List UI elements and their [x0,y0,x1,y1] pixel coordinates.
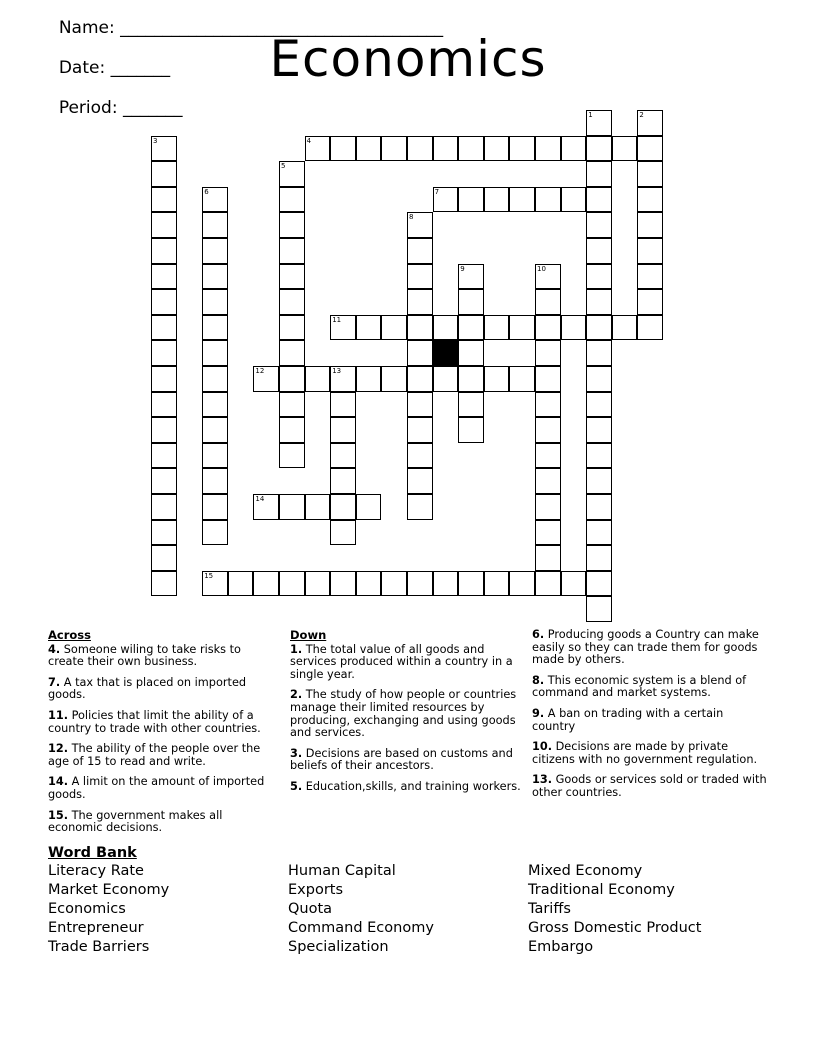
word-bank-item: Quota [288,901,333,917]
grid-cell[interactable] [484,136,510,162]
clue-number: 7. [48,675,61,689]
grid-cell[interactable] [637,212,663,238]
grid-cell[interactable] [151,187,177,213]
clue-number: 4. [48,642,61,656]
grid-cell[interactable] [586,571,612,597]
grid-cell[interactable] [535,264,561,290]
grid-cell[interactable] [535,443,561,469]
grid-cell[interactable] [202,468,228,494]
cell-number: 5 [281,162,286,171]
grid-cell[interactable] [305,366,331,392]
clue-number: 8. [532,673,545,687]
clue-item [290,748,526,773]
grid-cell[interactable] [433,366,459,392]
clue-number: 5. [290,779,303,793]
grid-cell[interactable] [202,520,228,546]
grid-cell[interactable] [305,494,331,520]
grid-cell[interactable] [433,136,459,162]
word-bank-item: Literacy Rate [48,863,144,879]
grid-cell[interactable] [151,366,177,392]
grid-cell[interactable] [228,571,254,597]
grid-cell[interactable] [202,238,228,264]
grid-cell[interactable] [381,315,407,341]
grid-cell[interactable] [586,289,612,315]
clue-text: Decisions are made by private citizens with no government regulation. [532,740,758,766]
clue-text: Education,skills, and training workers. [302,779,521,793]
grid-cell[interactable] [253,571,279,597]
cell-number: 2 [639,111,644,119]
word-bank-item: Market Economy [48,882,170,898]
grid-cell[interactable] [535,571,561,597]
word-bank-item: Mixed Economy [528,863,643,879]
grid-cell[interactable] [356,571,382,597]
grid-cell[interactable] [330,494,356,520]
grid-cell[interactable] [151,417,177,443]
grid-cell[interactable] [330,136,356,162]
grid-cell[interactable] [279,187,305,213]
clue-number: 12. [48,742,69,756]
grid-cell[interactable] [586,494,612,520]
grid-cell[interactable] [330,520,356,546]
cell-number: 7 [434,187,440,196]
grid-cell[interactable] [381,366,407,392]
grid-cell[interactable] [151,289,177,315]
grid-cell[interactable] [637,315,663,341]
grid-cell[interactable] [433,187,459,213]
clue-item [532,774,768,799]
grid-cell[interactable] [407,136,433,162]
grid-cell[interactable] [151,264,177,290]
grid-cell[interactable] [458,136,484,162]
clue-item [290,689,526,739]
clue-text: Policies that limit the ability of a country to trade with other countries. [48,708,261,735]
grid-cell[interactable] [407,340,433,366]
clue-number: 1. [290,642,303,656]
grid-cell[interactable] [253,494,279,520]
grid-cell[interactable] [535,366,561,392]
clue-item [532,741,768,766]
grid-cell[interactable] [407,392,433,418]
grid-cell[interactable] [509,187,535,213]
grid-cell[interactable] [279,212,305,238]
grid-cell[interactable] [151,161,177,187]
grid-cell[interactable] [561,136,587,162]
grid-cell[interactable] [509,136,535,162]
grid-cell[interactable] [586,238,612,264]
clue-text: This economic system is a blend of command and market systems. [532,673,747,700]
grid-cell[interactable] [407,212,433,238]
grid-cell[interactable] [305,571,331,597]
word-bank-item: Specialization [288,939,389,955]
grid-cell[interactable] [458,264,484,290]
grid-cell[interactable] [458,187,484,213]
grid-cell[interactable] [458,340,484,366]
clue-text: The ability of the people over the age of 15 to read and write. [48,742,261,768]
grid-cell[interactable] [586,545,612,571]
grid-cell[interactable] [202,315,228,341]
word-bank-item: Trade Barriers [48,939,150,955]
clue-number: 2. [290,688,303,702]
grid-cell[interactable] [330,417,356,443]
word-bank-item: Gross Domestic Product [528,920,702,936]
clue-text: A tax that is placed on imported goods. [48,675,247,702]
grid-cell[interactable] [612,136,638,162]
clue-item [532,629,768,667]
clue-text: Decisions are based on customs and beliefs of their ancestors. [290,746,513,773]
word-bank-item: Exports [288,882,344,898]
grid-cell[interactable] [637,238,663,264]
cell-number: 13 [332,367,342,375]
grid-cell[interactable] [484,315,510,341]
grid-cell[interactable] [586,110,612,136]
grid-cell[interactable] [151,238,177,264]
name-field[interactable]: Name: ______________________________________ [58,18,444,38]
grid-cell[interactable] [561,571,587,597]
grid-cell[interactable] [330,468,356,494]
grid-cell[interactable] [561,187,587,213]
clue-number: 3. [290,746,303,760]
grid-cell[interactable] [279,340,305,366]
grid-cell[interactable] [279,289,305,315]
grid-cell[interactable] [586,520,612,546]
clue-item [48,776,278,801]
grid-cell[interactable] [637,187,663,213]
grid-cell[interactable] [151,340,177,366]
clue-text: A ban on trading with a certain country [532,706,724,733]
grid-cell[interactable] [458,289,484,315]
clue-number: 10. [532,740,553,754]
grid-cell[interactable] [407,289,433,315]
across-clues [48,629,278,843]
grid-cell[interactable] [202,494,228,520]
grid-cell[interactable] [407,238,433,264]
grid-cell[interactable] [586,417,612,443]
date-field[interactable]: Date: _______ [58,58,171,78]
grid-cell[interactable] [586,366,612,392]
grid-cell[interactable] [356,366,382,392]
grid-cell[interactable] [279,571,305,597]
word-bank-title: Word Bank [48,845,137,861]
grid-cell[interactable] [637,264,663,290]
grid-cell[interactable] [535,392,561,418]
grid-cell[interactable] [202,289,228,315]
clue-item [290,644,526,682]
grid-cell[interactable] [356,136,382,162]
clue-number: 6. [532,628,545,641]
grid-cell[interactable] [330,315,356,341]
grid-cell[interactable] [509,366,535,392]
cell-number: 10 [537,264,546,273]
grid-cell[interactable] [433,571,459,597]
grid-cell[interactable] [484,187,510,213]
clue-text: Producing goods a Country can make easily so they can trade them for goods made by others. [532,628,759,667]
word-bank-item: Entrepreneur [48,920,144,936]
grid-cell[interactable] [407,264,433,290]
grid-cell[interactable] [279,238,305,264]
down-heading: Down [290,628,327,642]
grid-cell[interactable] [535,494,561,520]
word-bank-item: Human Capital [288,863,396,879]
grid-cell[interactable] [356,494,382,520]
grid-cell[interactable] [458,315,484,341]
grid-cell[interactable] [279,443,305,469]
grid-cell[interactable] [202,187,228,213]
clue-text: The study of how people or countries manage their limited resources by producing, exchanging and using goods and services. [290,688,517,740]
grid-cell[interactable] [279,315,305,341]
clue-item [532,708,768,733]
grid-cell[interactable] [330,443,356,469]
cell-number: 8 [409,213,414,222]
grid-cell[interactable] [330,366,356,392]
grid-cell[interactable] [458,366,484,392]
cell-number: 11 [332,315,342,324]
grid-cell[interactable] [637,110,663,136]
cell-number: 14 [255,495,265,503]
grid-cell[interactable] [458,571,484,597]
grid-cell[interactable] [407,443,433,469]
cell-number: 4 [306,136,312,145]
grid-cell[interactable] [279,417,305,443]
grid-cell[interactable] [484,366,510,392]
period-field[interactable]: Period: _______ [58,98,183,118]
across-heading: Across [48,628,91,642]
grid-cell[interactable] [458,417,484,443]
clue-number: 14. [48,775,69,789]
word-bank-item: Traditional Economy [528,882,675,898]
down-clues [290,629,526,802]
clue-item [48,644,278,669]
clue-number: 15. [48,808,69,822]
word-bank-item: Tariffs [528,901,571,917]
grid-cell[interactable] [561,315,587,341]
cell-number: 12 [255,367,265,375]
grid-cell[interactable] [586,212,612,238]
grid-cell[interactable] [305,136,331,162]
grid-cell[interactable] [151,315,177,341]
grid-cell[interactable] [535,289,561,315]
down-clues-continued [532,629,768,808]
grid-cell[interactable] [586,392,612,418]
grid-cell[interactable] [279,366,305,392]
word-bank-item: Embargo [528,939,594,955]
grid-cell[interactable] [586,315,612,341]
grid-cell[interactable] [433,315,459,341]
word-bank-column-1 [48,862,169,957]
word-bank-column-3 [528,862,701,957]
grid-cell[interactable] [407,468,433,494]
grid-cell[interactable] [279,392,305,418]
clue-text: The government makes all economic decisions. [48,808,223,835]
grid-cell[interactable] [330,571,356,597]
clue-item [48,810,278,835]
clue-item [290,781,526,794]
clue-item [48,710,278,735]
grid-cell[interactable] [151,520,177,546]
grid-cell[interactable] [586,264,612,290]
grid-cell[interactable] [484,571,510,597]
grid-cell[interactable] [202,571,228,597]
clue-text: The total value of all goods and services produced within a country in a single year. [290,642,513,681]
black-cell [433,340,459,366]
grid-cell[interactable] [253,366,279,392]
grid-cell[interactable] [202,366,228,392]
grid-cell[interactable] [637,161,663,187]
grid-cell[interactable] [535,417,561,443]
grid-cell[interactable] [586,596,612,622]
grid-cell[interactable] [535,136,561,162]
clue-text: Goods or services sold or traded with other countries. [532,773,767,799]
clue-number: 11. [48,708,69,722]
word-bank-item: Command Economy [288,920,434,936]
grid-cell[interactable] [151,443,177,469]
clue-number: 13. [532,773,553,787]
clue-item [532,675,768,700]
cell-number: 1 [588,111,593,119]
grid-cell[interactable] [151,212,177,238]
grid-cell[interactable] [586,468,612,494]
grid-cell[interactable] [407,571,433,597]
grid-cell[interactable] [586,187,612,213]
grid-cell[interactable] [279,161,305,187]
cell-number: 6 [204,187,209,196]
grid-cell[interactable] [407,417,433,443]
grid-cell[interactable] [381,136,407,162]
grid-cell[interactable] [535,520,561,546]
grid-cell[interactable] [535,315,561,341]
clue-text: Someone wiling to take risks to create their own business. [48,642,241,669]
grid-cell[interactable] [202,392,228,418]
grid-cell[interactable] [535,340,561,366]
grid-cell[interactable] [458,392,484,418]
grid-cell[interactable] [586,161,612,187]
grid-cell[interactable] [381,571,407,597]
clue-text: A limit on the amount of imported goods. [48,775,265,801]
grid-cell[interactable] [356,315,382,341]
clue-item [48,677,278,702]
cell-number: 9 [460,264,465,273]
grid-cell[interactable] [407,315,433,341]
grid-cell[interactable] [151,392,177,418]
cell-number: 15 [204,571,214,580]
grid-cell[interactable] [535,545,561,571]
grid-cell[interactable] [330,392,356,418]
page-title: Economics [269,30,547,88]
grid-cell[interactable] [279,494,305,520]
grid-cell[interactable] [202,443,228,469]
grid-cell[interactable] [535,187,561,213]
grid-cell[interactable] [151,571,177,597]
word-bank-item: Economics [48,901,126,917]
grid-cell[interactable] [612,315,638,341]
grid-cell[interactable] [202,264,228,290]
grid-cell[interactable] [151,468,177,494]
grid-cell[interactable] [586,340,612,366]
grid-cell[interactable] [151,545,177,571]
grid-cell[interactable] [586,443,612,469]
grid-cell[interactable] [407,494,433,520]
clue-item [48,743,278,768]
word-bank-column-2 [288,862,434,957]
clue-number: 9. [532,706,545,720]
grid-cell[interactable] [509,571,535,597]
grid-cell[interactable] [407,366,433,392]
grid-cell[interactable] [202,340,228,366]
grid-cell[interactable] [509,315,535,341]
grid-cell[interactable] [202,212,228,238]
grid-cell[interactable] [637,136,663,162]
grid-cell[interactable] [586,136,612,162]
grid-cell[interactable] [151,494,177,520]
cell-number: 3 [153,136,158,145]
grid-cell[interactable] [535,468,561,494]
grid-cell[interactable] [202,417,228,443]
grid-cell[interactable] [279,264,305,290]
grid-cell[interactable] [637,289,663,315]
grid-cell[interactable] [151,136,177,162]
